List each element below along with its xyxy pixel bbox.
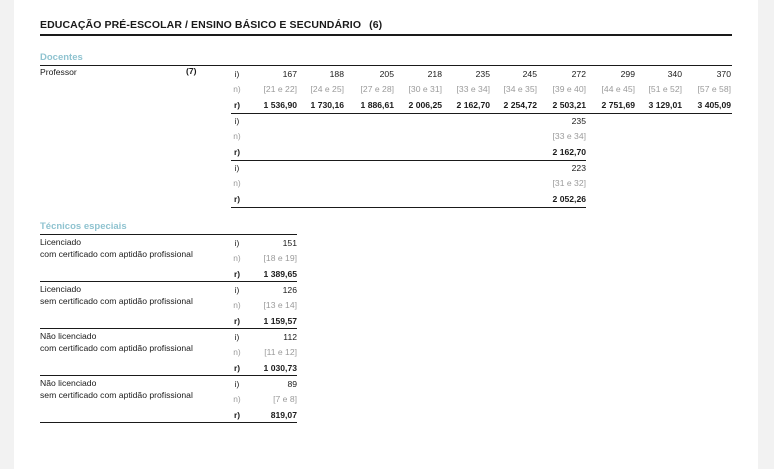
professor-cell-r-3: 1 886,61: [360, 100, 394, 110]
professor-label: Professor: [40, 67, 77, 77]
professor-cell-n-4: [30 e 31]: [408, 84, 442, 94]
tecnico-cell-i-4: 89: [287, 379, 297, 389]
tecnico-rule-top-3: [40, 328, 297, 329]
tecnico-label-1: Licenciado: [40, 237, 82, 247]
tecnico-marker-n-3: n): [233, 347, 241, 357]
row-marker-r: r): [233, 100, 241, 110]
professor-cell-r-10: 3 405,09: [697, 100, 731, 110]
tecnico-marker-r-4: r): [233, 410, 241, 420]
tecnico-cell-n-3: [11 e 12]: [264, 347, 297, 357]
extra-cell-i-1: 235: [571, 116, 586, 126]
professor-cell-r-5: 2 162,70: [456, 100, 490, 110]
professor-cell-n-5: [33 e 34]: [456, 84, 490, 94]
professor-cell-i-10: 370: [716, 69, 731, 79]
professor-cell-r-9: 3 129,01: [648, 100, 682, 110]
extra-rule-1: [231, 160, 586, 161]
professor-note: (7): [186, 66, 197, 76]
title-rule: [40, 34, 732, 36]
professor-cell-r-7: 2 503,21: [552, 100, 586, 110]
extra-rule-2: [231, 207, 586, 208]
extra-marker-r-1: r): [233, 147, 241, 157]
tecnico-marker-i-1: i): [234, 238, 240, 248]
tecnicos-heading: Técnicos especiais: [40, 221, 127, 232]
extra-cell-n-2: [31 e 32]: [552, 178, 586, 188]
professor-cell-i-2: 188: [329, 69, 344, 79]
tecnico-sublabel-1: com certificado com aptidão profissional: [40, 249, 193, 259]
docentes-heading: Docentes: [40, 52, 83, 63]
professor-cell-n-10: [57 e 58]: [697, 84, 731, 94]
tecnico-cell-i-2: 126: [282, 285, 297, 295]
tecnico-rule-bottom: [40, 422, 297, 423]
document-title: [40, 19, 382, 31]
extra-cell-n-1: [33 e 34]: [552, 131, 586, 141]
tecnico-marker-i-3: i): [234, 332, 240, 342]
professor-cell-r-4: 2 006,25: [408, 100, 442, 110]
extra-marker-i-1: i): [234, 116, 240, 126]
professor-cell-r-1: 1 536,90: [263, 100, 297, 110]
tecnico-sublabel-2: sem certificado com aptidão profissional: [40, 296, 193, 306]
tecnico-marker-i-4: i): [234, 379, 240, 389]
tecnico-sublabel-3: com certificado com aptidão profissional: [40, 343, 193, 353]
professor-cell-i-3: 205: [379, 69, 394, 79]
row-marker-n: n): [233, 84, 241, 94]
professor-row-rule: [231, 113, 732, 114]
professor-cell-n-8: [44 e 45]: [601, 84, 635, 94]
professor-cell-r-6: 2 254,72: [503, 100, 537, 110]
row-marker-i: i): [234, 69, 240, 79]
tecnico-sublabel-4: sem certificado com aptidão profissional: [40, 390, 193, 400]
professor-cell-i-8: 299: [620, 69, 635, 79]
tecnico-marker-r-3: r): [233, 363, 241, 373]
tecnico-label-3: Não licenciado: [40, 331, 97, 341]
tecnico-rule-top-2: [40, 281, 297, 282]
title-note: (6): [369, 19, 383, 31]
title-text: EDUCAÇÃO PRÉ-ESCOLAR / ENSINO BÁSICO E SECUNDÁRIO: [40, 19, 362, 31]
tecnico-cell-n-2: [13 e 14]: [263, 300, 297, 310]
tecnico-marker-n-1: n): [233, 253, 241, 263]
tecnico-marker-n-4: n): [233, 394, 241, 404]
professor-cell-n-6: [34 e 35]: [503, 84, 537, 94]
tecnico-cell-n-1: [18 e 19]: [263, 253, 297, 263]
document-page: [14, 0, 758, 469]
tecnico-cell-i-1: 151: [282, 238, 297, 248]
tecnico-cell-r-1: 1 389,65: [263, 269, 297, 279]
tecnico-rule-top-4: [40, 375, 297, 376]
tecnico-cell-i-3: 112: [283, 332, 297, 342]
tecnico-cell-r-3: 1 030,73: [263, 363, 297, 373]
professor-cell-n-2: [24 e 25]: [310, 84, 344, 94]
tecnico-label-2: Licenciado: [40, 284, 82, 294]
extra-marker-i-2: i): [234, 163, 240, 173]
professor-cell-n-1: [21 e 22]: [263, 84, 297, 94]
tecnico-cell-r-2: 1 159,57: [263, 316, 297, 326]
tecnico-label-4: Não licenciado: [40, 378, 97, 388]
professor-cell-i-1: 167: [282, 69, 297, 79]
professor-cell-i-7: 272: [571, 69, 586, 79]
professor-cell-n-3: [27 e 28]: [360, 84, 394, 94]
professor-cell-n-9: [51 e 52]: [648, 84, 682, 94]
professor-cell-r-2: 1 730,16: [310, 100, 344, 110]
tecnico-marker-i-2: i): [234, 285, 240, 295]
professor-cell-i-5: 235: [475, 69, 490, 79]
tecnico-marker-r-2: r): [233, 316, 241, 326]
tecnico-rule-top-1: [40, 234, 297, 235]
extra-marker-r-2: r): [233, 194, 241, 204]
tecnico-cell-n-4: [7 e 8]: [273, 394, 297, 404]
professor-cell-r-8: 2 751,69: [601, 100, 635, 110]
extra-marker-n-2: n): [233, 178, 241, 188]
tecnico-marker-n-2: n): [233, 300, 241, 310]
tecnico-marker-r-1: r): [233, 269, 241, 279]
extra-marker-n-1: n): [233, 131, 241, 141]
tecnico-cell-r-4: 819,07: [270, 410, 297, 420]
professor-cell-i-6: 245: [522, 69, 537, 79]
professor-cell-i-9: 340: [667, 69, 682, 79]
docentes-rule: [40, 65, 732, 66]
professor-cell-i-4: 218: [427, 69, 442, 79]
extra-cell-i-2: 223: [571, 163, 586, 173]
extra-cell-r-1: 2 162,70: [552, 147, 586, 157]
extra-cell-r-2: 2 052,26: [552, 194, 586, 204]
professor-cell-n-7: [39 e 40]: [552, 84, 586, 94]
